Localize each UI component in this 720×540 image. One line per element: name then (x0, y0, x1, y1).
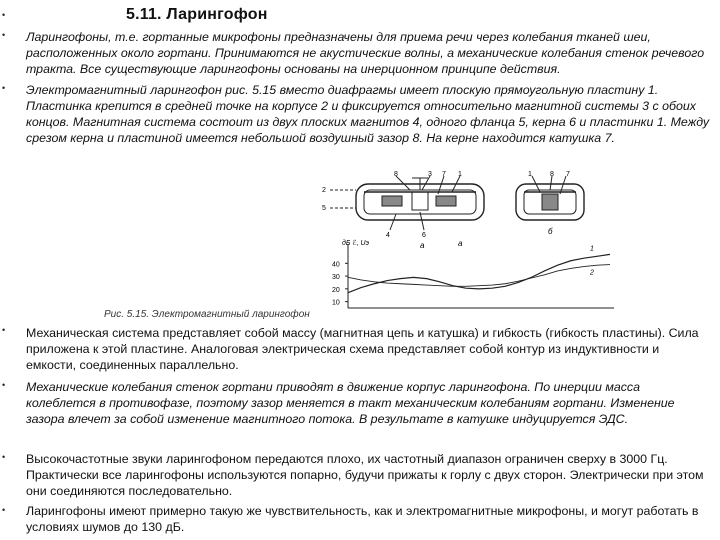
graph-tick-label: 10 (332, 299, 340, 307)
graph-tick-label: 40 (332, 261, 340, 269)
part-label: 8 (394, 171, 398, 178)
figure-caption: Рис. 5.15. Электромагнитный ларингофон (104, 309, 310, 320)
part-label: 7 (566, 171, 570, 178)
drawing-b (516, 176, 584, 220)
part-label: 6 (422, 232, 426, 239)
curve-label: 1 (590, 245, 594, 253)
part-label: 4 (386, 232, 390, 239)
curve-1 (348, 254, 610, 292)
drawing-a (330, 176, 484, 230)
paragraph-frequency-range: Высокочастотные звуки ларингофоном передаются плохо, их частотный диапазон ограничен сверху в 3000 Гц. Практически все ларингофоны используются попарно, будучи прижаты к горлу с двух сторон. Электрически при этом они соединяются последовательно. (26, 452, 704, 498)
part-label: 2 (322, 187, 326, 194)
bullet-marker: • (2, 380, 6, 390)
bullet-marker: • (2, 505, 6, 515)
curve-label: 2 (590, 269, 594, 277)
part-label: 8 (550, 171, 554, 178)
bullet-marker: • (2, 83, 6, 93)
graph-label: а (458, 239, 463, 248)
laryngophone-diagram (320, 168, 620, 318)
part-label: 5 (322, 205, 326, 212)
bullet-marker: • (2, 30, 6, 40)
page-title: 5.11. Ларингофон (126, 6, 268, 23)
paragraph-construction: Электромагнитный ларингофон рис. 5.15 вместо диафрагмы имеет плоскую прямоугольную пластину 1. Пластинка крепится в средней точке на корпусе 2 и фиксируется относительно магнитной системы 3 с обоих концов. Магнитная система состоит из двух плоских магнитов 4, одного фланца 5, керна 6 и пластинки 1. Между срезом керна и пластиной имеется небольшой воздушный зазор 8. На керне находится катушка 7. (26, 83, 710, 145)
paragraph-sensitivity: Ларингофоны имеют примерно такую же чувствительность, как и электромагнитные микрофоны, и могут работать в условиях шумов до 130 дБ. (26, 504, 699, 534)
bullet-marker: • (2, 325, 6, 335)
graph-tick-label: 30 (332, 274, 340, 282)
graph-axis-label: дБ ℰ, Uэ (342, 240, 369, 247)
part-label: 7 (442, 171, 446, 178)
frequency-response-graph (332, 239, 614, 308)
part-label: 1 (528, 171, 532, 178)
graph-tick-label: 20 (332, 286, 340, 294)
bullet-marker: • (2, 452, 6, 462)
curve-2 (348, 265, 610, 287)
figure-label-b: б (548, 227, 553, 236)
part-label: 1 (458, 171, 462, 178)
figure-label-a: а (420, 241, 425, 250)
bullet-marker: • (2, 10, 6, 20)
paragraph-operation: Механические колебания стенок гортани приводят в движение корпус ларингофона. По инерции масса колеблется в противофазе, поэтому зазор меняется в такт механическим колебаниям гортани. Изменение зазора влечет за собой изменение магнитного потока. В результате в катушке индуцируется ЭДС. (26, 380, 675, 426)
part-label: 3 (428, 171, 432, 178)
paragraph-intro: Ларингофоны, т.е. гортанные микрофоны предназначены для приема речи через колебания тканей шеи, расположенных около гортани. Принимаются не акустические волны, а механические колебания стенок речевого тракта. Все существующие ларингофоны основаны на инерционном принципе действия. (26, 30, 705, 76)
paragraph-mechanical-system: Механическая система представляет собой массу (магнитная цепь и катушка) и гибкость (гибкость пластины). Сила приложена к этой пластине. Аналоговая электрическая схема представляет собой контур из индуктивности и емкости, соединенных параллельно. (26, 326, 699, 372)
